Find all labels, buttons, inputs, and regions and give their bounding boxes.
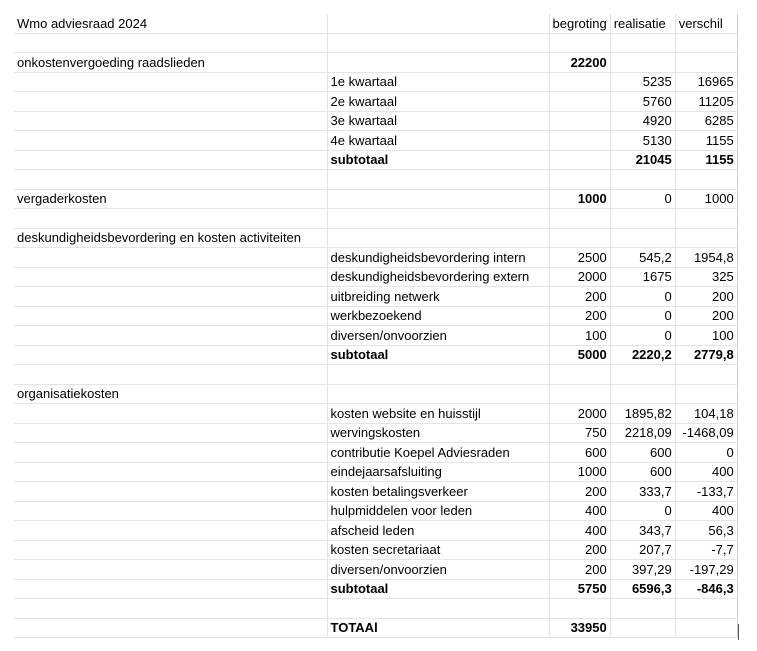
cell-realisatie[interactable]: 0: [610, 189, 675, 209]
table-row: [14, 33, 737, 53]
cell-category[interactable]: [14, 248, 327, 268]
cell-realisatie[interactable]: [610, 599, 675, 619]
cell-begroting[interactable]: [549, 599, 610, 619]
cell-category[interactable]: [14, 170, 327, 190]
cell-item[interactable]: 3e kwartaal: [327, 111, 549, 131]
cell-item[interactable]: 1e kwartaal: [327, 72, 549, 92]
cell-verschil[interactable]: -133,7: [675, 482, 737, 502]
table-row: [14, 209, 737, 229]
cell-realisatie[interactable]: 333,7: [610, 482, 675, 502]
cell-category[interactable]: [14, 599, 327, 619]
cell-begroting[interactable]: 1000: [549, 189, 610, 209]
cell-item[interactable]: 4e kwartaal: [327, 131, 549, 151]
budget-sheet: [14, 14, 738, 638]
cell-verschil[interactable]: 56,3: [675, 521, 737, 541]
cell-begroting[interactable]: [549, 384, 610, 404]
cell-realisatie[interactable]: 343,7: [610, 521, 675, 541]
cell-category[interactable]: onkostenvergoeding raadslieden: [14, 53, 327, 73]
table-row: [14, 131, 737, 151]
cell-begroting[interactable]: 200: [549, 482, 610, 502]
text-cursor: [738, 624, 739, 640]
cell-verschil[interactable]: 2779,8: [675, 345, 737, 365]
table-row: [14, 189, 737, 209]
cell-verschil[interactable]: 400: [675, 462, 737, 482]
cell-begroting[interactable]: [549, 92, 610, 112]
cell-category[interactable]: [14, 72, 327, 92]
cell-category[interactable]: organisatiekosten: [14, 384, 327, 404]
cell-realisatie[interactable]: 0: [610, 501, 675, 521]
cell-begroting[interactable]: [549, 228, 610, 248]
cell-category[interactable]: [14, 267, 327, 287]
cell-begroting[interactable]: 33950: [549, 618, 610, 638]
cell-begroting[interactable]: [549, 209, 610, 229]
cell-realisatie[interactable]: 2218,09: [610, 423, 675, 443]
cell-item[interactable]: [327, 228, 549, 248]
cell-begroting[interactable]: 200: [549, 560, 610, 580]
cell-category[interactable]: [14, 579, 327, 599]
cell-begroting[interactable]: 5750: [549, 579, 610, 599]
cell-item[interactable]: kosten betalingsverkeer: [327, 482, 549, 502]
cell-begroting[interactable]: 750: [549, 423, 610, 443]
cell-category[interactable]: [14, 92, 327, 112]
cell-begroting[interactable]: [549, 365, 610, 385]
cell-verschil[interactable]: [675, 365, 737, 385]
cell-begroting[interactable]: 400: [549, 521, 610, 541]
cell-realisatie[interactable]: 0: [610, 287, 675, 307]
cell-begroting[interactable]: 200: [549, 306, 610, 326]
cell-begroting[interactable]: 1000: [549, 462, 610, 482]
cell-verschil[interactable]: [675, 53, 737, 73]
table-row: [14, 72, 737, 92]
cell-item[interactable]: afscheid leden: [327, 521, 549, 541]
cell-realisatie[interactable]: [610, 53, 675, 73]
cell-item[interactable]: [327, 53, 549, 73]
cell-item[interactable]: werkbezoekend: [327, 306, 549, 326]
cell-verschil[interactable]: -7,7: [675, 540, 737, 560]
table-row: [14, 365, 737, 385]
cell-realisatie[interactable]: [610, 33, 675, 53]
cell-item[interactable]: 2e kwartaal: [327, 92, 549, 112]
cell-category[interactable]: [14, 462, 327, 482]
table-row: [14, 287, 737, 307]
cell-verschil[interactable]: [675, 228, 737, 248]
cell-item[interactable]: kosten website en huisstijl: [327, 404, 549, 424]
table-row: [14, 326, 737, 346]
cell-verschil[interactable]: 100: [675, 326, 737, 346]
cell-begroting[interactable]: 200: [549, 287, 610, 307]
cell-verschil[interactable]: 400: [675, 501, 737, 521]
cell-realisatie[interactable]: 545,2: [610, 248, 675, 268]
cell-realisatie[interactable]: 1895,82: [610, 404, 675, 424]
subtotal-row: [14, 150, 737, 170]
header-verschil[interactable]: verschil: [675, 14, 737, 33]
cell-verschil[interactable]: 200: [675, 306, 737, 326]
table-row: [14, 521, 737, 541]
cell-begroting[interactable]: 600: [549, 443, 610, 463]
table-row: [14, 599, 737, 619]
cell-category[interactable]: [14, 443, 327, 463]
cell-verschil[interactable]: -197,29: [675, 560, 737, 580]
cell-realisatie[interactable]: 397,29: [610, 560, 675, 580]
cell-category[interactable]: [14, 306, 327, 326]
header-cell-empty[interactable]: [327, 14, 549, 33]
cell-realisatie[interactable]: [610, 170, 675, 190]
cell-realisatie[interactable]: [610, 618, 675, 638]
cell-item[interactable]: [327, 189, 549, 209]
cell-realisatie[interactable]: 207,7: [610, 540, 675, 560]
cell-realisatie[interactable]: 6596,3: [610, 579, 675, 599]
cell-category[interactable]: [14, 209, 327, 229]
table-row: [14, 267, 737, 287]
cell-realisatie[interactable]: 5235: [610, 72, 675, 92]
cell-verschil[interactable]: 1000: [675, 189, 737, 209]
cell-realisatie[interactable]: 5760: [610, 92, 675, 112]
cell-realisatie[interactable]: 0: [610, 306, 675, 326]
cell-category[interactable]: [14, 33, 327, 53]
cell-verschil[interactable]: 1954,8: [675, 248, 737, 268]
cell-category[interactable]: [14, 540, 327, 560]
cell-item[interactable]: diversen/onvoorzien: [327, 326, 549, 346]
cell-begroting[interactable]: [549, 131, 610, 151]
cell-verschil[interactable]: -846,3: [675, 579, 737, 599]
cell-realisatie[interactable]: 2220,2: [610, 345, 675, 365]
cell-verschil[interactable]: 11205: [675, 92, 737, 112]
cell-begroting[interactable]: 400: [549, 501, 610, 521]
cell-begroting[interactable]: 2500: [549, 248, 610, 268]
cell-realisatie[interactable]: 0: [610, 326, 675, 346]
cell-category[interactable]: [14, 404, 327, 424]
cell-item[interactable]: [327, 33, 549, 53]
header-begroting[interactable]: begroting: [549, 14, 610, 33]
header-row: [14, 14, 737, 33]
cell-category[interactable]: [14, 150, 327, 170]
subtotal-row: [14, 579, 737, 599]
cell-begroting[interactable]: [549, 170, 610, 190]
cell-item[interactable]: [327, 384, 549, 404]
cell-realisatie[interactable]: [610, 228, 675, 248]
table-row: [14, 170, 737, 190]
cell-item[interactable]: contributie Koepel Adviesraden: [327, 443, 549, 463]
cell-verschil[interactable]: 200: [675, 287, 737, 307]
cell-begroting[interactable]: 200: [549, 540, 610, 560]
cell-verschil[interactable]: [675, 209, 737, 229]
cell-verschil[interactable]: [675, 384, 737, 404]
table-row: [14, 482, 737, 502]
table-row: [14, 111, 737, 131]
cell-item[interactable]: subtotaal: [327, 345, 549, 365]
cell-begroting[interactable]: 5000: [549, 345, 610, 365]
cell-realisatie[interactable]: 600: [610, 462, 675, 482]
cell-verschil[interactable]: [675, 33, 737, 53]
cell-item[interactable]: kosten secretariaat: [327, 540, 549, 560]
cell-category[interactable]: [14, 482, 327, 502]
cell-item[interactable]: wervingskosten: [327, 423, 549, 443]
cell-item[interactable]: hulpmiddelen voor leden: [327, 501, 549, 521]
cell-category[interactable]: [14, 521, 327, 541]
cell-verschil[interactable]: 325: [675, 267, 737, 287]
cell-item[interactable]: subtotaal: [327, 579, 549, 599]
table-row: [14, 92, 737, 112]
cell-item[interactable]: [327, 599, 549, 619]
sheet-title[interactable]: Wmo adviesraad 2024: [14, 14, 327, 33]
cell-category[interactable]: [14, 423, 327, 443]
cell-begroting[interactable]: [549, 111, 610, 131]
cell-realisatie[interactable]: 4920: [610, 111, 675, 131]
table-row: [14, 540, 737, 560]
cell-verschil[interactable]: 0: [675, 443, 737, 463]
table-row: [14, 423, 737, 443]
cell-category[interactable]: [14, 326, 327, 346]
cell-verschil[interactable]: [675, 599, 737, 619]
table-row: [14, 53, 737, 73]
cell-begroting[interactable]: [549, 72, 610, 92]
table-row: [14, 306, 737, 326]
cell-item[interactable]: uitbreiding netwerk: [327, 287, 549, 307]
cell-item[interactable]: subtotaal: [327, 150, 549, 170]
cell-begroting[interactable]: [549, 33, 610, 53]
cell-category[interactable]: [14, 560, 327, 580]
cell-category[interactable]: vergaderkosten: [14, 189, 327, 209]
cell-realisatie[interactable]: 21045: [610, 150, 675, 170]
cell-category[interactable]: [14, 345, 327, 365]
table-row: [14, 228, 737, 248]
cell-item[interactable]: deskundigheidsbevordering extern: [327, 267, 549, 287]
cell-verschil[interactable]: [675, 170, 737, 190]
cell-begroting[interactable]: 2000: [549, 404, 610, 424]
cell-category[interactable]: [14, 365, 327, 385]
cell-category[interactable]: [14, 131, 327, 151]
table-row: [14, 462, 737, 482]
cell-item[interactable]: eindejaarsafsluiting: [327, 462, 549, 482]
cell-begroting[interactable]: 2000: [549, 267, 610, 287]
cell-item[interactable]: [327, 365, 549, 385]
table-row: [14, 501, 737, 521]
cell-item[interactable]: deskundigheidsbevordering intern: [327, 248, 549, 268]
table-row: [14, 560, 737, 580]
table-row: [14, 404, 737, 424]
cell-item[interactable]: TOTAAl: [327, 618, 549, 638]
cell-begroting[interactable]: 22200: [549, 53, 610, 73]
cell-category[interactable]: [14, 111, 327, 131]
cell-realisatie[interactable]: [610, 209, 675, 229]
cell-category[interactable]: [14, 501, 327, 521]
cell-item[interactable]: [327, 170, 549, 190]
cell-realisatie[interactable]: 1675: [610, 267, 675, 287]
table-row: [14, 248, 737, 268]
table-row: [14, 384, 737, 404]
cell-realisatie[interactable]: 600: [610, 443, 675, 463]
subtotal-row: [14, 345, 737, 365]
cell-begroting[interactable]: 100: [549, 326, 610, 346]
cell-verschil[interactable]: 104,18: [675, 404, 737, 424]
cell-realisatie[interactable]: 5130: [610, 131, 675, 151]
cell-category[interactable]: deskundigheidsbevordering en kosten activiteiten: [14, 228, 327, 248]
cell-item[interactable]: diversen/onvoorzien: [327, 560, 549, 580]
cell-verschil[interactable]: [675, 618, 737, 638]
cell-verschil[interactable]: 1155: [675, 150, 737, 170]
cell-item[interactable]: [327, 209, 549, 229]
table-row: [14, 443, 737, 463]
cell-verschil[interactable]: 16965: [675, 72, 737, 92]
cell-category[interactable]: [14, 618, 327, 638]
cell-verschil[interactable]: -1468,09: [675, 423, 737, 443]
cell-realisatie[interactable]: [610, 384, 675, 404]
total-row: [14, 618, 737, 638]
cell-realisatie[interactable]: [610, 365, 675, 385]
header-realisatie[interactable]: realisatie: [610, 14, 675, 33]
cell-verschil[interactable]: 6285: [675, 111, 737, 131]
cell-category[interactable]: [14, 287, 327, 307]
cell-verschil[interactable]: 1155: [675, 131, 737, 151]
cell-begroting[interactable]: [549, 150, 610, 170]
